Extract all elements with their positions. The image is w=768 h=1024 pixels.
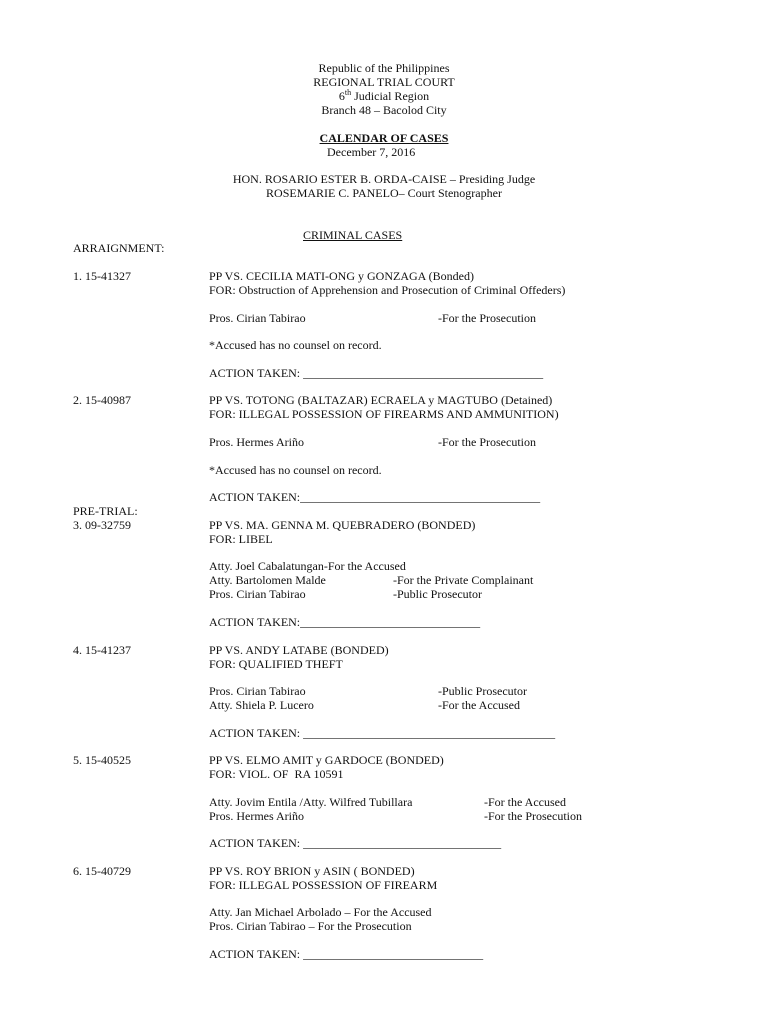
calendar-title: CALENDAR OF CASES [319, 131, 449, 145]
counsel-role: -For the Private Complainant [393, 573, 534, 587]
case-charge: FOR: ILLEGAL POSSESSION OF FIREARMS AND AMMUNITION) [209, 407, 559, 421]
case-number: 2. 15-40987 [73, 393, 131, 407]
arraignment-label: ARRAIGNMENT: [73, 241, 165, 255]
counsel-name: Atty. Shiela P. Lucero [209, 698, 314, 712]
counsel-name: Atty. Jovim Entila /Atty. Wilfred Tubillara [209, 795, 413, 809]
counsel-name: Atty. Joel Cabalatungan-For the Accused [209, 559, 406, 573]
counsel-name: Atty. Jan Michael Arbolado – For the Accused [209, 905, 432, 919]
case-number: 5. 15-40525 [73, 753, 131, 767]
pretrial-label: PRE-TRIAL: [73, 504, 138, 518]
case-title: PP VS. ROY BRION y ASIN ( BONDED) [209, 864, 415, 878]
action-taken: ACTION TAKEN:________________________________________ [209, 490, 541, 504]
case-number: 4. 15-41237 [73, 643, 131, 657]
action-taken: ACTION TAKEN: _________________________________ [209, 836, 502, 850]
case-number: 1. 15-41327 [73, 269, 131, 283]
court-stenographer: ROSEMARIE C. PANELO– Court Stenographer [266, 186, 502, 200]
action-taken: ACTION TAKEN:______________________________ [209, 615, 481, 629]
counsel-role: -Public Prosecutor [438, 684, 527, 698]
case-title: PP VS. CECILIA MATI-ONG y GONZAGA (Bonded) [209, 269, 475, 283]
counsel-name: Pros. Cirian Tabirao – For the Prosecution [209, 919, 412, 933]
counsel-name: Pros. Hermes Ariño [209, 809, 304, 823]
action-taken: ACTION TAKEN: ______________________________ [209, 947, 484, 961]
case-note: *Accused has no counsel on record. [209, 338, 382, 352]
case-charge: FOR: VIOL. OF RA 10591 [209, 767, 344, 781]
counsel-name: Pros. Cirian Tabirao [209, 587, 306, 601]
region-number: 6 [338, 89, 345, 103]
case-charge: FOR: QUALIFIED THEFT [209, 657, 343, 671]
case-charge: FOR: ILLEGAL POSSESSION OF FIREARM [209, 878, 438, 892]
case-title: PP VS. MA. GENNA M. QUEBRADERO (BONDED) [209, 518, 476, 532]
court-name: REGIONAL TRIAL COURT [313, 75, 455, 89]
calendar-date: December 7, 2016 [327, 145, 416, 159]
region-suffix: th [344, 88, 352, 97]
action-taken: ACTION TAKEN: ________________________________________ [209, 366, 544, 380]
counsel-name: Pros. Hermes Ariño [209, 435, 304, 449]
counsel-role: -For the Prosecution [484, 809, 582, 823]
case-number: 6. 15-40729 [73, 864, 131, 878]
case-charge: FOR: Obstruction of Apprehension and Prosecution of Criminal Offeders) [209, 283, 566, 297]
counsel-role: -For the Prosecution [438, 435, 536, 449]
section-title: CRIMINAL CASES [303, 228, 403, 242]
counsel-role: -For the Prosecution [438, 311, 536, 325]
case-title: PP VS. ANDY LATABE (BONDED) [209, 643, 389, 657]
case-note: *Accused has no counsel on record. [209, 463, 382, 477]
region-text: Judicial Region [351, 89, 430, 103]
counsel-name: Pros. Cirian Tabirao [209, 311, 306, 325]
republic-line: Republic of the Philippines [318, 61, 450, 75]
counsel-role: -For the Accused [438, 698, 520, 712]
region-line [0, 89, 768, 103]
branch-line: Branch 48 – Bacolod City [321, 103, 447, 117]
presiding-judge: HON. ROSARIO ESTER B. ORDA-CAISE – Presiding Judge [232, 172, 536, 186]
counsel-role: -For the Accused [484, 795, 566, 809]
counsel-role: -Public Prosecutor [393, 587, 482, 601]
case-number: 3. 09-32759 [73, 518, 131, 532]
action-taken: ACTION TAKEN: __________________________________________ [209, 726, 556, 740]
counsel-name: Atty. Bartolomen Malde [209, 573, 326, 587]
case-charge: FOR: LIBEL [209, 532, 273, 546]
case-title: PP VS. ELMO AMIT y GARDOCE (BONDED) [209, 753, 444, 767]
case-title: PP VS. TOTONG (BALTAZAR) ECRAELA y MAGTUBO (Detained) [209, 393, 553, 407]
counsel-name: Pros. Cirian Tabirao [209, 684, 306, 698]
